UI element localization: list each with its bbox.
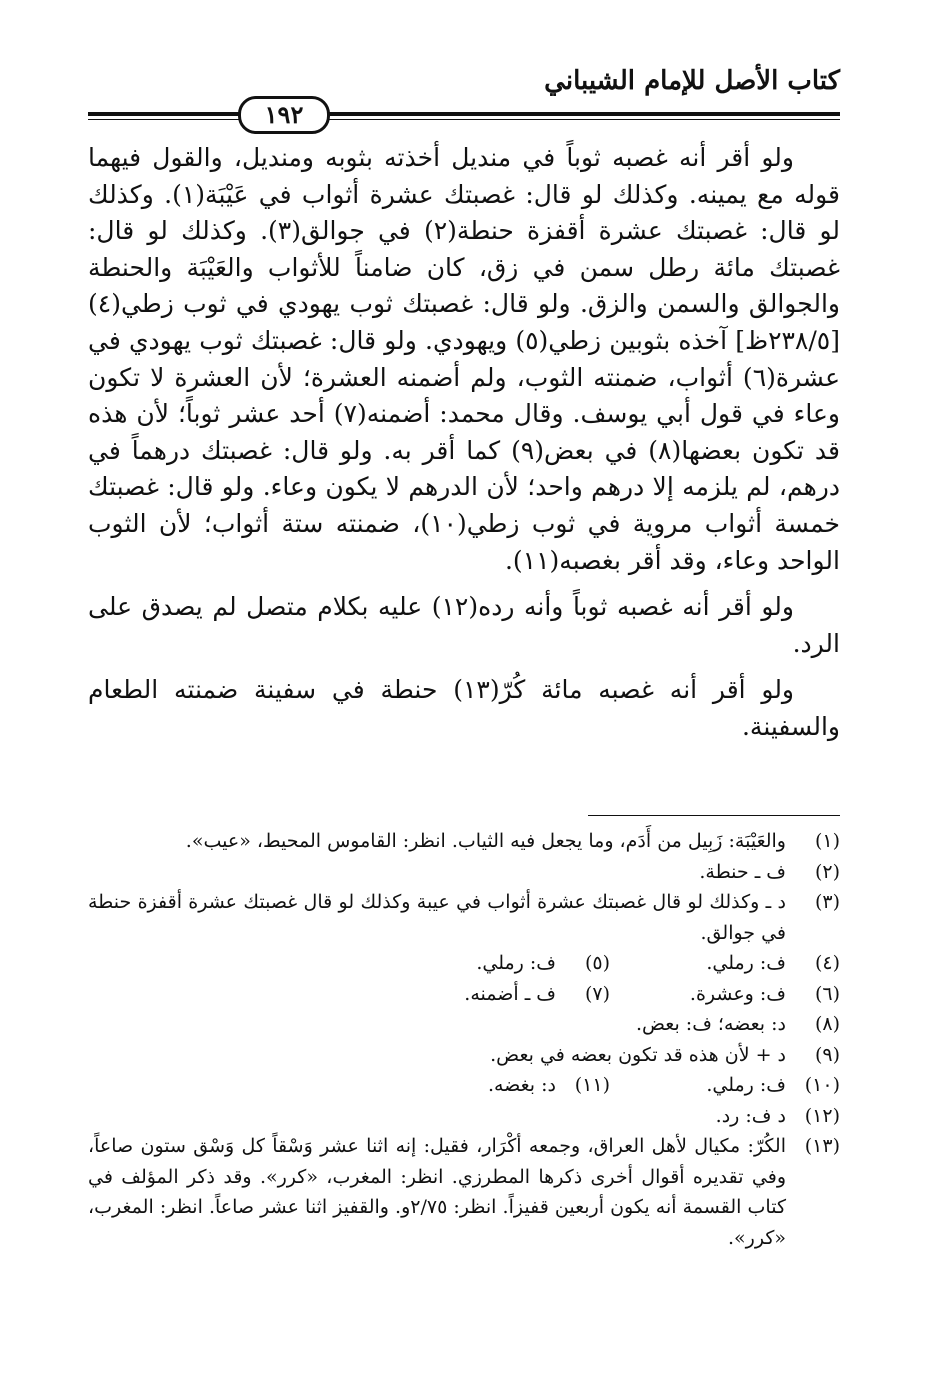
footnote-number: (١) (814, 830, 840, 852)
footnote (88, 857, 840, 888)
footnote-text: الكُرّ: مكيال لأهل العراق، وجمعه أكْرَار، فقيل: إنه اثنا عشر وَسْقاً كل وَسْق ستون صاعاً، وفي تقديره أقوال أخرى ذكرها المطرزي. انظر: المغرب، «كرر». وقد ذكر المؤلف في كتاب القسمة أنه يكون أربعين قفيزاً. انظر: ٢/٧٥و. والقفيز اثنا عشر صاعاً. انظر: المغرب، «كرر». (88, 1135, 786, 1249)
footnote (380, 1070, 610, 1101)
footnote (88, 887, 840, 948)
footnote-text: ف ـ حنطة. (699, 860, 786, 883)
footnote-row (88, 1070, 840, 1101)
footnote-row (88, 979, 840, 1010)
footnote (610, 1070, 840, 1101)
footnote-text: ف: وعشرة. (689, 982, 786, 1005)
book-title: كتاب الأصل للإمام الشيباني (544, 66, 840, 96)
footnote (380, 979, 610, 1010)
footnote-text: د ـ وكذلك لو قال غصبتك عشرة أثواب في عيبة وكذلك لو قال غصبتك عشرة أقفزة حنطة في جوالق. (88, 891, 786, 944)
footnote-text: د + لأن هذه قد تكون بعضه في بعض. (490, 1043, 786, 1066)
footnote-row (88, 948, 840, 979)
footnote-text: ف: رملي. (706, 952, 786, 974)
footnote-text: د ف: رد. (715, 1104, 786, 1127)
footnote-divider (588, 815, 840, 816)
footnote-number: (١٠) (804, 1074, 840, 1096)
footnote-number: (٤) (814, 952, 840, 974)
paragraph: ولو أقر أنه غصبه ثوباً وأنه رده(١٢) عليه بكلام متصل لم يصدق على الرد. (88, 592, 840, 658)
footnote-number: (٦) (814, 982, 840, 1005)
footnote-number: (١١) (574, 1074, 610, 1096)
footnote (88, 1131, 840, 1253)
footnote-number: (٨) (814, 1013, 840, 1035)
footnote (610, 948, 840, 979)
paragraph: ولو أقر أنه غصبه ثوباً في منديل أخذته بثوبه ومنديل، والقول فيهما قوله مع يمينه. وكذلك لو قال: غصبتك عشرة أثواب في عَيْبَة(١). وكذلك لو قال: غصبتك عشرة أقفزة حنطة(٢) في جوالق(٣). وكذلك لو قال: غصبتك مائة رطل سمن في زق، كان ضامناً للأثواب والعَيْبَة والحنطة والجوالق والسمن والزق. ولو قال: غصبتك ثوب يهودي في ثوب زطي(٤) [٢٣٨/٥ظ] آخذه بثوبين زطي(٥) ويهودي. ولو قال: غصبتك ثوب يهودي في عشرة(٦) أثواب، ضمنته الثوب، ولم أضمنه العشرة؛ لأن العشرة لا تكون وعاء في قول أبي يوسف. وقال محمد: أضمنه(٧) أحد عشر ثوباً؛ لأن هذه قد تكون بعضها(٨) في بعض(٩) كما أقر به. ولو قال: غصبتك درهماً في درهم، لم يلزمه إلا درهم واحد؛ لأن الدرهم لا يكون وعاء. ولو قال: غصبتك خمسة أثواب مروية في ثوب زطي(١٠)، ضمنته ستة أثواب؛ لأن الثوب الواحد وعاء، وقد أقر بغصبه(١١). (88, 143, 841, 575)
footnote-text: ف: رملي. (706, 1074, 786, 1096)
footnote-number: (٥) (584, 952, 610, 974)
footnote (88, 826, 840, 857)
footnote-number: (٧) (584, 982, 610, 1005)
footnotes (88, 826, 840, 1253)
footnote-number: (١٣) (804, 1135, 840, 1157)
footnote (88, 1101, 840, 1132)
footnote-number: (٣) (814, 891, 840, 913)
footnote-number: (١٢) (804, 1104, 840, 1127)
footnote (88, 1040, 840, 1071)
main-text (88, 140, 840, 756)
footnote (380, 948, 610, 979)
footnote-text: د: بعضه؛ ف: بعض. (635, 1013, 786, 1035)
footnote-text: والعَيْبَة: زَبِيل من أَدَم، وما يجعل فيه الثياب. انظر: القاموس المحيط، «عيب». (185, 830, 786, 852)
page-header (88, 62, 840, 129)
footnote-number: (٢) (814, 860, 840, 883)
footnote-text: د: بغضه. (487, 1074, 556, 1096)
footnote-number: (٩) (814, 1043, 840, 1066)
page-number: ١٩٢ (238, 96, 330, 134)
paragraph: ولو أقر أنه غصبه مائة كُرّ(١٣) حنطة في سفينة ضمنته الطعام والسفينة. (88, 675, 840, 741)
footnote-text: ف ـ أضمنه. (464, 982, 556, 1005)
footnote (610, 979, 840, 1010)
footnote (88, 1009, 840, 1040)
footnote-text: ف: رملي. (476, 952, 556, 974)
header-rule-thick (88, 112, 840, 116)
header-rule-thin (88, 119, 840, 120)
